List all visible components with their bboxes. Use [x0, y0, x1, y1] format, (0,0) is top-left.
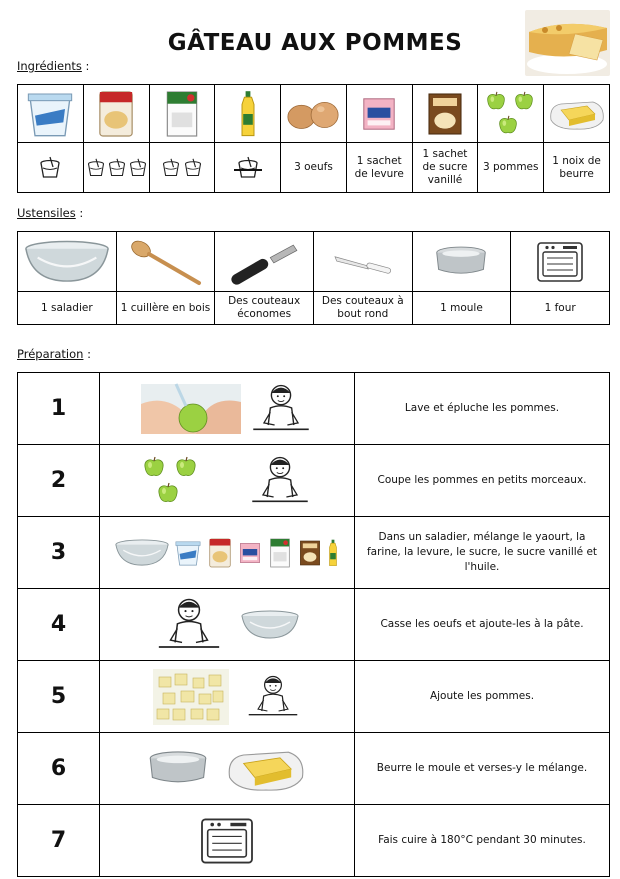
- step-row: [18, 733, 610, 805]
- quantity-pommes: 3 pommes: [478, 143, 544, 193]
- step-row: [18, 517, 610, 589]
- ustensile-label-couteau: Des couteaux à bout rond: [313, 292, 412, 325]
- ustensile-label-four: 1 four: [511, 292, 610, 325]
- step-row: [18, 589, 610, 661]
- step-text: Dans un saladier, mélange le yaourt, la farine, la levure, le sucre, le sucre vanillé et l'huile.: [355, 517, 610, 589]
- step-row: [18, 805, 610, 877]
- quantity-oeufs: 3 oeufs: [281, 143, 347, 193]
- page-title: GÂTEAU AUX POMMES: [167, 30, 463, 56]
- step-number: 5: [18, 661, 100, 733]
- step-row: [18, 445, 610, 517]
- step-text: Lave et épluche les pommes.: [355, 373, 610, 445]
- ingredient-image-oeufs: [281, 85, 347, 143]
- preparation-table: [17, 372, 610, 877]
- ustensile-image-four: [511, 232, 610, 292]
- ustensile-image-couteau: [313, 232, 412, 292]
- ustensile-label-econome: Des couteaux économes: [215, 292, 314, 325]
- step-pictures: [100, 445, 355, 517]
- step-pictures: [100, 589, 355, 661]
- step-number: 6: [18, 733, 100, 805]
- ingredient-image-sucre-vanille: [412, 85, 478, 143]
- ingredient-image-yaourt: [18, 85, 84, 143]
- ustensile-label-saladier: 1 saladier: [18, 292, 117, 325]
- ingredient-image-sucre: [149, 85, 215, 143]
- quantity-sucre: [149, 143, 215, 193]
- ustensile-label-moule: 1 moule: [412, 292, 511, 325]
- ingredients-table: [17, 84, 610, 193]
- ingredient-image-beurre: [544, 85, 610, 143]
- step-number: 1: [18, 373, 100, 445]
- section-label-ustensiles: Ustensiles :: [17, 206, 84, 220]
- ustensile-image-econome: [215, 232, 314, 292]
- step-row: [18, 373, 610, 445]
- step-text: Coupe les pommes en petits morceaux.: [355, 445, 610, 517]
- step-number: 4: [18, 589, 100, 661]
- step-pictures: [100, 661, 355, 733]
- ustensile-image-cuillere: [116, 232, 215, 292]
- step-pictures: [100, 517, 355, 589]
- ingredient-image-huile: [215, 85, 281, 143]
- step-text: Fais cuire à 180°C pendant 30 minutes.: [355, 805, 610, 877]
- step-text: Beurre le moule et verses-y le mélange.: [355, 733, 610, 805]
- step-number: 3: [18, 517, 100, 589]
- ustensile-image-moule: [412, 232, 511, 292]
- ustensile-image-saladier: [18, 232, 117, 292]
- step-number: 7: [18, 805, 100, 877]
- quantity-farine: [83, 143, 149, 193]
- step-pictures: [100, 373, 355, 445]
- cake-photo: [525, 10, 610, 76]
- quantity-sucre-vanille: 1 sachet de sucre vanillé: [412, 143, 478, 193]
- ingredient-image-pommes: [478, 85, 544, 143]
- step-pictures: [100, 733, 355, 805]
- step-text: Casse les oeufs et ajoute-les à la pâte.: [355, 589, 610, 661]
- ingredient-image-levure: [346, 85, 412, 143]
- quantity-levure: 1 sachet de levure: [346, 143, 412, 193]
- ustensile-label-cuillere: 1 cuillère en bois: [116, 292, 215, 325]
- quantity-beurre: 1 noix de beurre: [544, 143, 610, 193]
- ingredient-image-farine: [83, 85, 149, 143]
- step-row: [18, 661, 610, 733]
- step-text: Ajoute les pommes.: [355, 661, 610, 733]
- section-label-preparation: Préparation :: [17, 347, 91, 361]
- ustensiles-table: [17, 231, 610, 325]
- quantity-huile: [215, 143, 281, 193]
- section-label-ingredients: Ingrédients :: [17, 59, 90, 73]
- quantity-yaourt: [18, 143, 84, 193]
- step-pictures: [100, 805, 355, 877]
- step-number: 2: [18, 445, 100, 517]
